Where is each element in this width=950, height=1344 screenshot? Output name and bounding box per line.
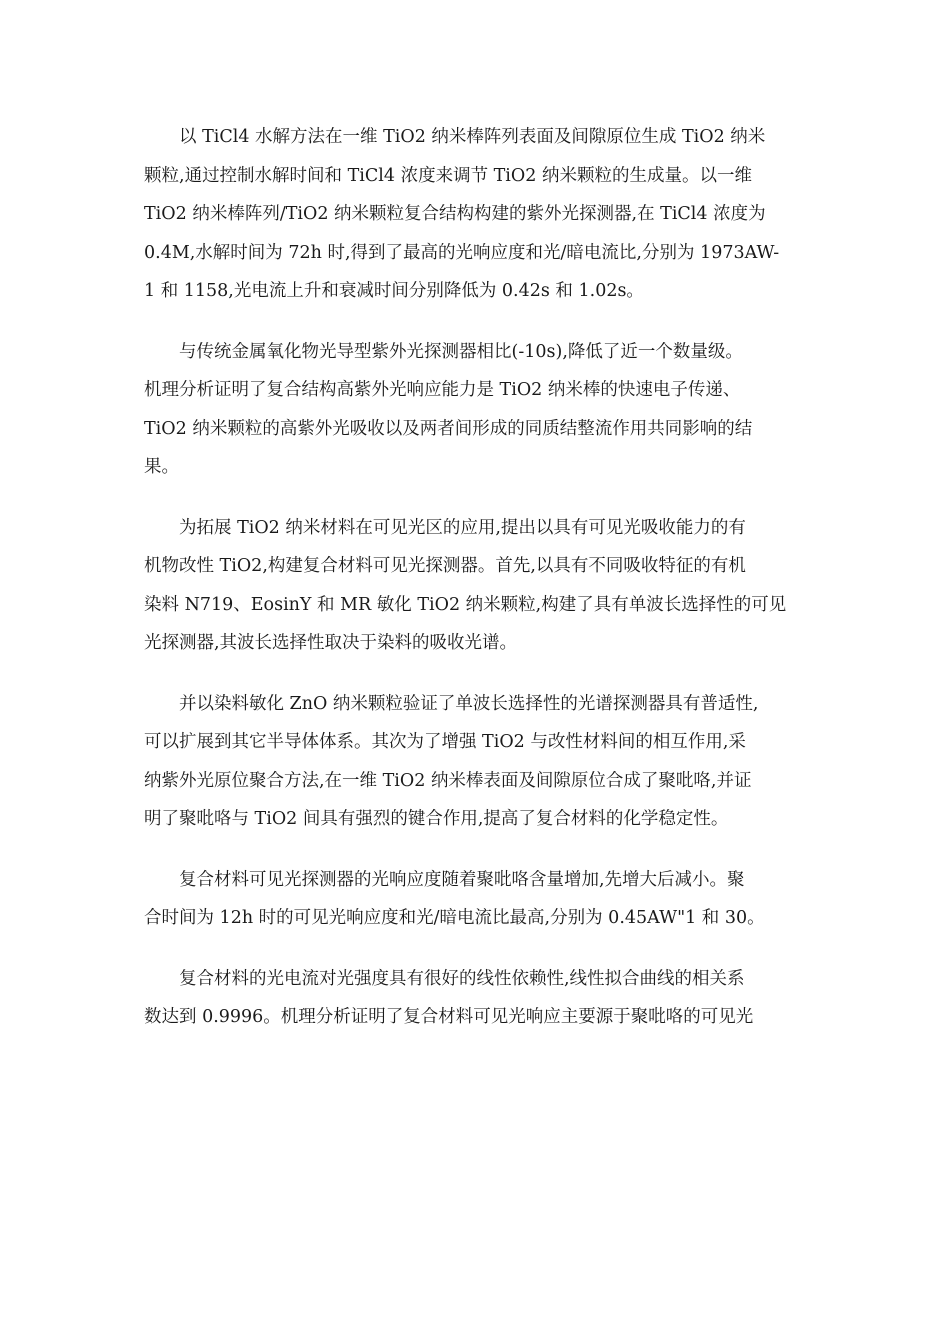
paragraph-5 bbox=[144, 861, 804, 938]
text-line: 合时间为 12h 时的可见光响应度和光/暗电流比最高,分别为 0.45AW"1 和 30。 bbox=[144, 908, 765, 928]
text-line: 颗粒,通过控制水解时间和 TiCl4 浓度来调节 TiO2 纳米颗粒的生成量。以一维 bbox=[144, 165, 752, 186]
text-line: 并以染料敏化 ZnO 纳米颗粒验证了单波长选择性的光谱探测器具有普适性, bbox=[179, 693, 759, 714]
text-line: 与传统金属氧化物光导型紫外光探测器相比(-10s),降低了近一个数量级。 bbox=[179, 341, 743, 362]
text-line: 机理分析证明了复合结构高紫外光响应能力是 TiO2 纳米棒的快速电子传递、 bbox=[144, 380, 741, 400]
text-line: 1 和 1158,光电流上升和衰减时间分别降低为 0.42s 和 1.02s。 bbox=[144, 281, 644, 301]
text-line: 机物改性 TiO2,构建复合材料可见光探测器。首先,以具有不同吸收特征的有机 bbox=[144, 556, 746, 576]
text-line: TiO2 纳米颗粒的高紫外光吸收以及两者间形成的同质结整流作用共同影响的结 bbox=[144, 418, 753, 439]
text-line: 以 TiCl4 水解方法在一维 TiO2 纳米棒阵列表面及间隙原位生成 TiO2 纳米 bbox=[179, 127, 766, 147]
paragraph-4 bbox=[144, 685, 804, 839]
text-line: 果。 bbox=[144, 457, 179, 477]
text-line: 可以扩展到其它半导体体系。其次为了增强 TiO2 与改性材料间的相互作用,采 bbox=[144, 732, 746, 752]
text-line: 光探测器,其波长选择性取决于染料的吸收光谱。 bbox=[144, 633, 518, 653]
text-line: 纳紫外光原位聚合方法,在一维 TiO2 纳米棒表面及间隙原位合成了聚吡咯,并证 bbox=[144, 770, 752, 791]
text-line: 明了聚吡咯与 TiO2 间具有强烈的键合作用,提高了复合材料的化学稳定性。 bbox=[144, 809, 729, 829]
text-line: 复合材料可见光探测器的光响应度随着聚吡咯含量增加,先增大后减小。聚 bbox=[179, 869, 745, 890]
paragraph-1 bbox=[144, 118, 804, 311]
paragraph-2 bbox=[144, 333, 804, 487]
text-line: TiO2 纳米棒阵列/TiO2 纳米颗粒复合结构构建的紫外光探测器,在 TiCl4 浓度为 bbox=[144, 204, 766, 224]
text-line: 染料 N719、EosinY 和 MR 敏化 TiO2 纳米颗粒,构建了具有单波长选择性的可见 bbox=[144, 594, 787, 615]
text-line: 0.4M,水解时间为 72h 时,得到了最高的光响应度和光/暗电流比,分别为 1973AW- bbox=[144, 242, 780, 263]
text-line: 数达到 0.9996。机理分析证明了复合材料可见光响应主要源于聚吡咯的可见光 bbox=[144, 1007, 754, 1027]
paragraph-6 bbox=[144, 960, 804, 1037]
text-line: 复合材料的光电流对光强度具有很好的线性依赖性,线性拟合曲线的相关系 bbox=[179, 968, 745, 989]
paragraph-3 bbox=[144, 509, 804, 663]
text-line: 为拓展 TiO2 纳米材料在可见光区的应用,提出以具有可见光吸收能力的有 bbox=[179, 517, 746, 538]
body-text bbox=[144, 118, 804, 1059]
